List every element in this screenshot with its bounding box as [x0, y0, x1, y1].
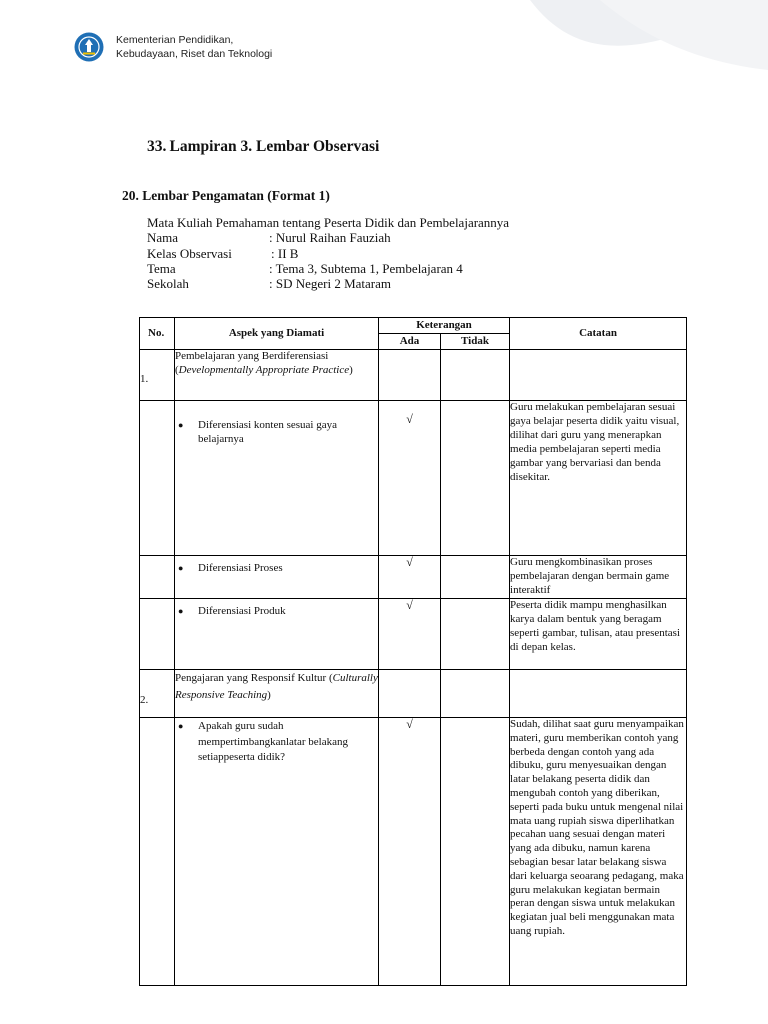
header-aspek: Aspek yang Diamati — [175, 318, 379, 350]
bullet-icon: ● — [178, 420, 184, 430]
aspek-text: Diferensiasi Proses — [198, 562, 283, 574]
check-tidak — [441, 718, 510, 986]
header-keterangan: Keterangan — [379, 318, 510, 334]
check-ada: √ — [379, 599, 441, 670]
field-row-kelas — [147, 246, 509, 261]
observation-info — [147, 215, 509, 291]
check-tidak — [441, 556, 510, 599]
check-ada: √ — [379, 718, 441, 986]
field-label: Kelas Observasi — [147, 245, 232, 261]
check-tidak — [441, 599, 510, 670]
table-header-row — [140, 318, 687, 334]
org-name-line1: Kementerian Pendidikan, — [116, 34, 234, 46]
bullet-icon: ● — [178, 563, 184, 573]
document-title: 33. Lampiran 3. Lembar Observasi — [147, 138, 380, 155]
header-catatan: Catatan — [510, 318, 687, 350]
field-value: : SD Negeri 2 Mataram — [269, 276, 392, 292]
aspek-text: Diferensiasi konten sesuai gaya belajarnya — [198, 419, 337, 445]
field-row-nama — [147, 230, 509, 245]
check-tidak — [441, 401, 510, 556]
field-label: Nama — [147, 230, 179, 246]
header-no: No. — [140, 318, 175, 350]
section-title: Pembelajaran yang Berdiferensiasi (Developmentally Appropriate Practice) — [175, 350, 379, 401]
table-row — [140, 401, 687, 556]
document-subtitle: 20. Lembar Pengamatan (Format 1) — [122, 188, 330, 203]
field-value: : Tema 3, Subtema 1, Pembelajaran 4 — [269, 260, 463, 276]
section-title-italic: Developmentally Appropriate Practice — [178, 363, 350, 376]
catatan-text: Guru melakukan pembelajaran sesuai gaya belajar peserta didik yaitu visual, dilihat dari guru yang menerapkan media pembelajaran seperti media gambar yang bervariasi dan benda disekitar. — [510, 401, 687, 556]
bullet-icon: ● — [178, 606, 184, 616]
check-ada: √ — [379, 401, 441, 556]
field-row-sekolah — [147, 276, 509, 291]
tut-wuri-handayani-logo-icon — [74, 32, 104, 62]
observation-table — [139, 317, 687, 986]
aspek-text: Diferensiasi Produk — [198, 605, 286, 617]
check-ada: √ — [379, 556, 441, 599]
aspek-text: Apakah guru sudah mempertimbangkanlatar belakang setiappeserta didik? — [198, 720, 348, 763]
section-number: 2. — [140, 670, 175, 718]
org-name-line2: Kebudayaan, Riset dan Teknologi — [116, 48, 273, 60]
field-value: : II B — [271, 245, 299, 261]
section-row-1 — [140, 350, 687, 401]
field-label: Tema — [147, 260, 176, 276]
bullet-icon: ● — [178, 721, 184, 731]
catatan-text: Peserta didik mampu menghasilkan karya dalam bentuk yang beragam seperti gambar, tulisan, atau presentasi di depan kelas. — [510, 599, 687, 670]
field-row-tema — [147, 261, 509, 276]
table-row — [140, 599, 687, 670]
section-title: Pengajaran yang Responsif Kultur (Culturally Responsive Teaching) — [175, 670, 379, 718]
header-tidak: Tidak — [441, 334, 510, 350]
section-row-2 — [140, 670, 687, 718]
header-ada: Ada — [379, 334, 441, 350]
field-label: Sekolah — [147, 276, 189, 292]
table-row — [140, 556, 687, 599]
section-number: 1. — [140, 350, 175, 401]
catatan-text: Sudah, dilihat saat guru menyampaikan materi, guru memberikan contoh yang berbeda dengan contoh yang ada dibuku, guru menyesuaikan dengan latar belakang peserta didik dan mengubah contoh yang diberikan, seperti pada buku untuk mengenal nilai mata uang rupiah siswa diperlihatkan pecahan uang sesuai dengan materi yang ada dibuku, namun karena sebagian besar latar belakang siswa dari keluarga seoarang pedagang, maka guru melakukan kegiatan bermain peran dengan siswa untuk melakukan kegiatan jual beli menggunakan mata uang rupiah. — [510, 718, 687, 986]
catatan-text: Guru mengkombinasikan proses pembelajaran dengan bermain game interaktif — [510, 556, 687, 599]
section-title-italic: Culturally Responsive Teaching — [175, 672, 378, 701]
table-row — [140, 718, 687, 986]
course-name: Mata Kuliah Pemahaman tentang Peserta Didik dan Pembelajarannya — [147, 215, 510, 230]
field-value: : Nurul Raihan Fauziah — [269, 230, 391, 246]
ministry-logo — [74, 32, 272, 62]
